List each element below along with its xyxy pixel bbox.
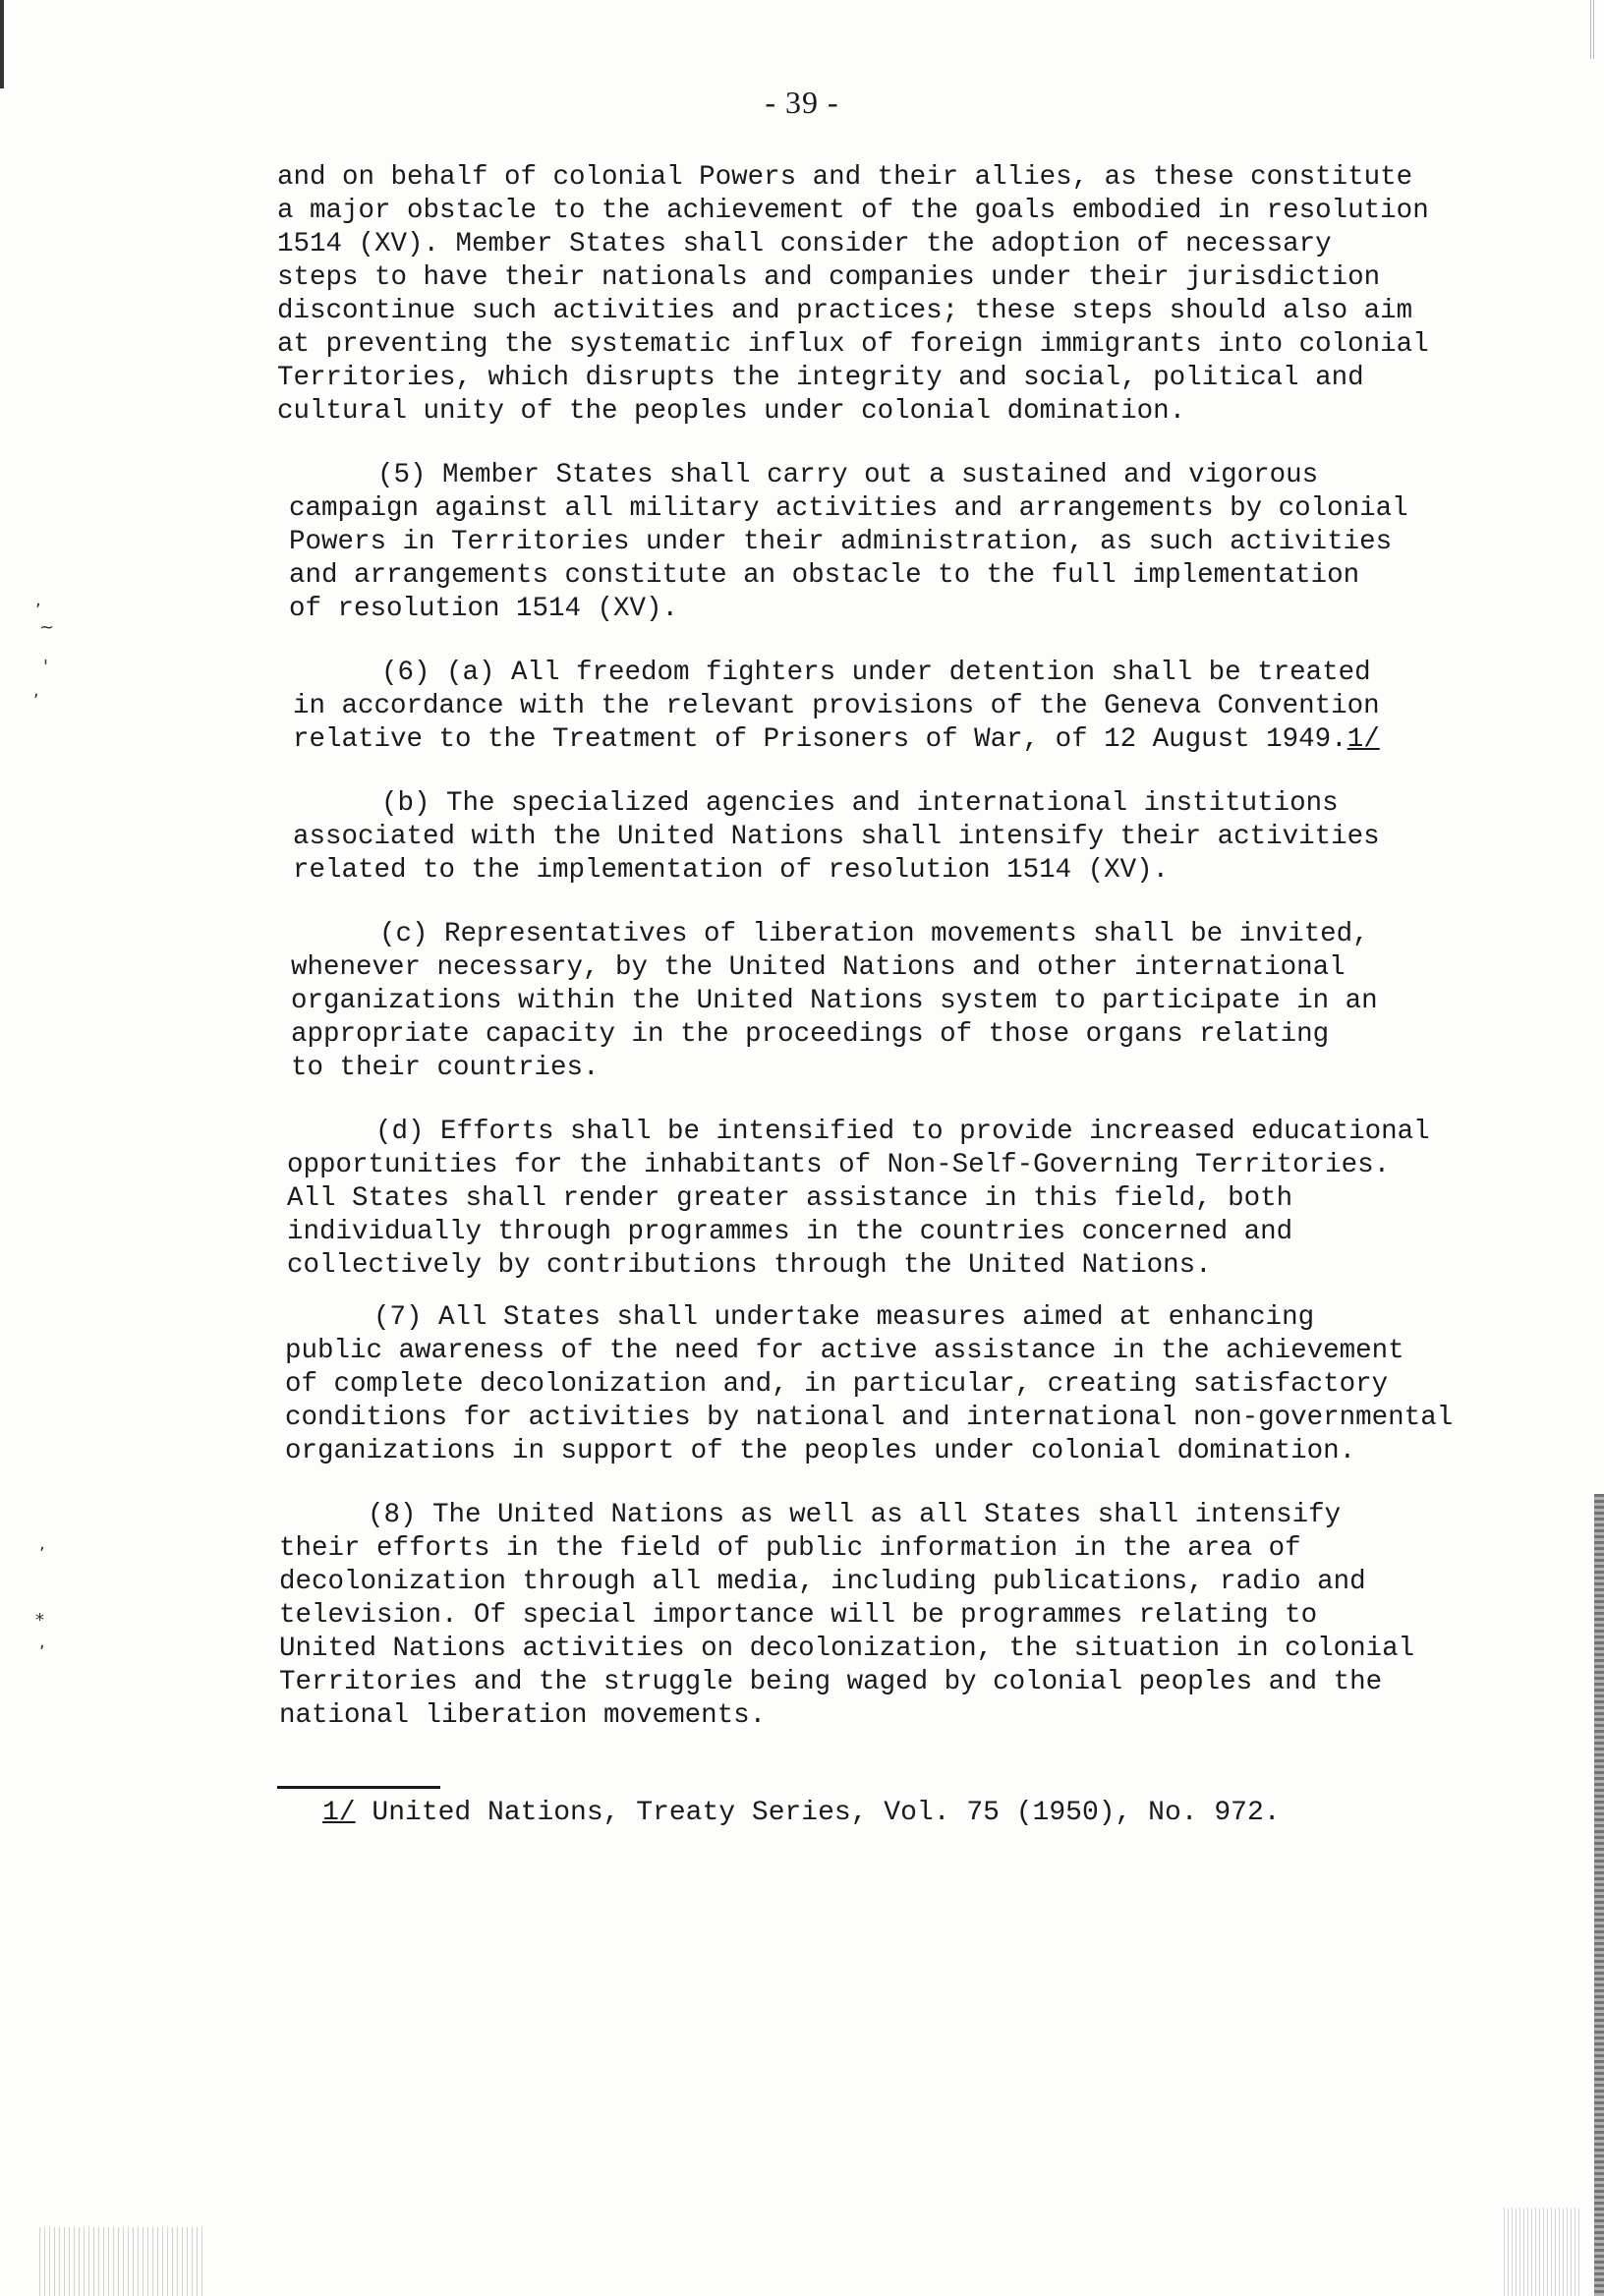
scan-speck: ~ <box>39 617 55 638</box>
scan-speck: , <box>35 590 41 610</box>
paragraph-6a-text: (6) (a) All freedom fighters under detention shall be treated in accordance with the relevant provisions of the Geneva Convention relative to the Treatment of Prisoners of War, of 12 August 1949. <box>293 658 1380 755</box>
page-number: - 39 - <box>765 85 839 120</box>
footnote-separator <box>277 1786 440 1789</box>
paragraph-8: (8) The United Nations as well as all States shall intensify their efforts in the field of public information in the area of decolonization through all media, including publications, radio and television. Of special importance will be programmes relating to United Nations activities on decolonization, the situation in colonial Territories and the struggle being waged by colonial peoples and the national liberation movements. <box>279 1500 1415 1731</box>
paragraph-6b: (b) The specialized agencies and international institutions associated with the United Nations shall intensify their activities related to the implementation of resolution 1514 (XV). <box>293 788 1380 886</box>
paragraph-5: (5) Member States shall carry out a sustained and vigorous campaign against all military activities and arrangements by colonial Powers in Territories under their administration, as such activities and arrangements constitute an obstacle to the full implementation of resolution 1514 (XV). <box>289 460 1408 624</box>
scan-speck: , <box>39 1632 45 1652</box>
footnote <box>322 1797 1281 1830</box>
scan-edge-artifact <box>1590 0 1596 59</box>
footnote-reference: 1/ <box>1346 724 1380 755</box>
scan-speck: * <box>35 1610 44 1631</box>
footnote-text: United Nations, Treaty Series, Vol. 75 (1950), No. 972. <box>372 1798 1281 1828</box>
paragraph-7: (7) All States shall undertake measures aimed at enhancing public awareness of the need for active assistance in the achievement of complete decolonization and, in particular, creating satisfactory conditions for activities by national and international non-governmental organizations in support of the peoples under colonial domination. <box>285 1302 1454 1466</box>
paragraph-6a <box>293 657 1486 757</box>
paragraph-6c: (c) Representatives of liberation movements shall be invited, whenever necessary, by the United Nations and other international organizations within the United Nations system to participate in an appropriate capacity in the proceedings of those organs relating to their countries. <box>291 919 1378 1083</box>
scan-speck: , <box>39 1533 45 1554</box>
scan-noise <box>39 2227 206 2296</box>
scan-edge-artifact <box>0 0 4 88</box>
scan-speck: ' <box>43 657 48 677</box>
scan-speck: , <box>33 680 39 701</box>
scan-noise <box>1504 2208 1582 2296</box>
paragraph-continuation: and on behalf of colonial Powers and their allies, as these constitute a major obstacle to the achievement of the goals embodied in resolution 1514 (XV). Member States shall consider the adoption of necessary steps to have their nationals and companies under their jurisdiction discontinue such activities and practices; these steps should also aim at preventing the systematic influx of foreign immigrants into colonial Territories, which disrupts the integrity and social, political and cultural unity of the peoples under colonial domination. <box>277 162 1429 427</box>
document-body <box>277 161 1486 1763</box>
scan-edge-artifact <box>1594 1494 1604 2296</box>
paragraph-6d: (d) Efforts shall be intensified to provide increased educational opportunities for the inhabitants of Non-Self-Governing Territories. All States shall render greater assistance in this field, both individually through programmes in the countries concerned and collectively by contributions through the United Nations. <box>287 1117 1430 1281</box>
footnote-marker: 1/ <box>322 1798 356 1828</box>
